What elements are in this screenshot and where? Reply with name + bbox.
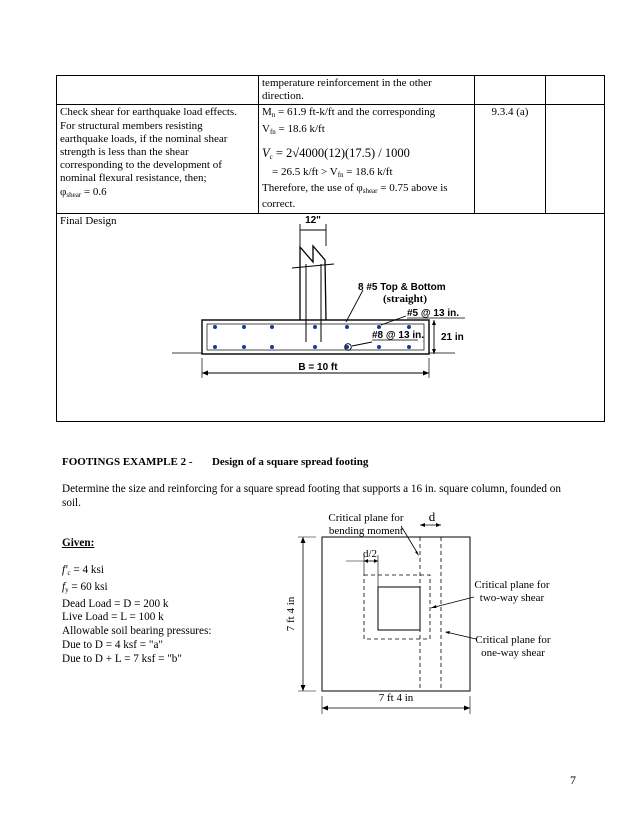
rebar-dot xyxy=(270,345,274,349)
dim-side-label: 7 ft 4 in xyxy=(285,596,297,632)
value: = 0.6 xyxy=(81,185,107,198)
text: = 0.75 above is xyxy=(377,182,448,195)
rebar-dot xyxy=(313,325,317,329)
rebar-dot xyxy=(242,325,246,329)
subscript: fn xyxy=(337,171,344,180)
example-title xyxy=(62,456,368,468)
allowable-pressures: Allowable soil bearing pressures: xyxy=(62,625,212,638)
label-two-way-2: two-way shear xyxy=(479,592,545,604)
given-heading: Given: xyxy=(62,537,95,549)
cell-text: nominal flexural resistance, then; xyxy=(60,172,207,185)
text: Therefore, the use of φ xyxy=(262,182,363,195)
label-5-at-13: #5 @ 13 in. xyxy=(407,308,459,319)
rebar-dot xyxy=(345,345,349,349)
due-dl: Due to D + L = 7 ksf = "b" xyxy=(62,652,182,665)
label-top-bottom: 8 #5 Top & Bottom xyxy=(358,282,446,293)
cell-text: earthquake loads, if the nominal shear xyxy=(60,132,228,145)
symbol: f' xyxy=(62,564,68,576)
cell-text: strength is less than the shear xyxy=(60,146,189,159)
label-8-at-13: #8 @ 13 in. xyxy=(372,330,424,341)
page-number: 7 xyxy=(570,773,576,787)
cell-text: temperature reinforcement in the other direction. xyxy=(262,77,432,103)
leader-line xyxy=(446,632,476,639)
rebar-dot xyxy=(377,325,381,329)
symbol: V xyxy=(262,145,270,160)
dim-height-label: 21 in xyxy=(441,332,464,343)
subscript: c xyxy=(67,569,71,577)
final-design-label: Final Design xyxy=(60,214,117,227)
subscript: n xyxy=(271,111,276,120)
arrowhead xyxy=(431,605,437,608)
bottom-bars xyxy=(213,345,411,349)
example-title-right: Design of a square spread footing xyxy=(211,456,369,468)
label-one-way-1: Critical plane for xyxy=(475,634,551,646)
rebar-dot xyxy=(377,345,381,349)
example-title-left: FOOTINGS EXAMPLE 2 - xyxy=(62,456,193,468)
code-reference: 9.3.4 (a) xyxy=(491,106,529,119)
symbol: M xyxy=(262,106,272,119)
cell-text: corresponding to the development of xyxy=(60,159,222,172)
dead-load: Dead Load = D = 200 k xyxy=(62,597,169,610)
label-bending-2: bending moment xyxy=(328,525,404,537)
subscript: shear xyxy=(362,187,378,196)
example-description: Determine the size and reinforcing for a square spread footing that supports a 16 in. square column, founded on soil. xyxy=(62,483,561,509)
rebar-dot xyxy=(313,345,317,349)
label-two-way-1: Critical plane for xyxy=(474,579,550,591)
cell-text: For structural members resisting xyxy=(60,119,203,132)
label-d2: d/2 xyxy=(362,548,378,560)
rebar-dot xyxy=(407,345,411,349)
subscript: y xyxy=(65,585,69,594)
footing-square xyxy=(322,537,470,691)
value: = 18.6 k/ft xyxy=(275,122,325,135)
label-d: d xyxy=(428,509,436,524)
rebar-dot xyxy=(213,345,217,349)
leader-line xyxy=(431,597,474,608)
dim-bottom-label: 7 ft 4 in xyxy=(378,692,414,704)
value: = 18.6 k/ft xyxy=(343,166,393,179)
cell-text: Check shear for earthquake load effects. xyxy=(60,106,237,119)
break-line xyxy=(292,264,334,268)
column-outline xyxy=(300,246,326,320)
value: = 26.5 k/ft > V xyxy=(272,166,338,179)
subscript: c xyxy=(269,152,273,161)
label-one-way-2: one-way shear xyxy=(481,647,545,659)
text: correct. xyxy=(262,198,296,211)
phi-symbol: φ xyxy=(60,185,67,198)
rebar-dot xyxy=(242,345,246,349)
symbol: V xyxy=(262,122,270,135)
value: = 61.9 ft-k/ft and the corresponding xyxy=(275,106,436,119)
rebar-dot xyxy=(345,325,349,329)
rebar-dot xyxy=(407,325,411,329)
arrowhead xyxy=(415,551,419,556)
footing-plan-drawing xyxy=(0,500,638,730)
due-d: Due to D = 4 ksf = "a" xyxy=(62,638,163,651)
subscript: fn xyxy=(269,127,276,136)
value: = 60 ksi xyxy=(68,580,108,593)
dim-width-label: B = 10 ft xyxy=(298,362,338,373)
rebar-dot xyxy=(270,325,274,329)
equation: = 2√4000(12)(17.5) / 1000 xyxy=(275,145,410,160)
rebar-dot xyxy=(213,325,217,329)
symbol: f xyxy=(62,580,66,593)
dim-top-label: 12" xyxy=(305,215,321,226)
label-straight: (straight) xyxy=(383,293,427,305)
label-bending-1: Critical plane for xyxy=(328,512,404,524)
column-square xyxy=(378,587,420,630)
leader-line xyxy=(401,526,418,554)
leader-line xyxy=(346,290,363,322)
live-load: Live Load = L = 100 k xyxy=(62,611,164,624)
top-bars xyxy=(213,325,411,329)
arrowhead xyxy=(445,631,450,634)
value: = 4 ksi xyxy=(70,564,104,576)
leader-line xyxy=(352,342,372,346)
subscript: shear xyxy=(66,190,82,199)
